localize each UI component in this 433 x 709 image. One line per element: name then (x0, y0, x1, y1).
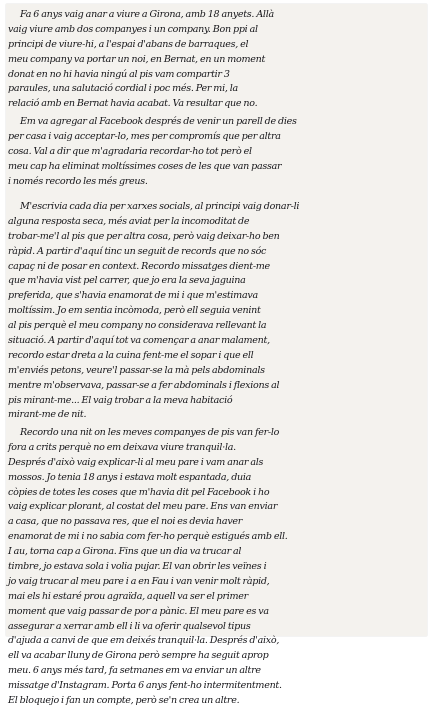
text-line: fora a crits perquè no em deixava viure tranquil·la. (8, 441, 236, 453)
paragraph-1 (6, 8, 427, 112)
text-line: moltíssim. Jo em sentia incòmoda, però ell seguia venint (8, 305, 261, 317)
text-line: mentre m'observava, passar-se a fer abdominals i flexions al (8, 379, 280, 391)
text-line: situació. A partir d'aquí tot va començar a anar malament, (8, 335, 270, 347)
text-line: timbre, jo estava sola i volia pujar. El van obrir les veïnes i (8, 561, 267, 573)
text-line: mirant-me de nit. (8, 409, 87, 421)
text-line: mossos. Jo tenia 18 anys i estava molt espantada, duia (8, 471, 252, 483)
text-line: principi de viure-hi, a l'espai d'abans de barraques, el (8, 38, 249, 50)
text-line: M'escrivia cada dia per xarxes socials, al principi vaig donar-li (20, 201, 300, 212)
text-line: meu. 6 anys més tard, fa setmanes em va enviar un altre (8, 665, 261, 677)
text-line: i només recordo les més greus. (8, 175, 148, 187)
text-line: Recordo una nit on les meves companyes de pis van fer-lo (20, 427, 280, 438)
paragraph-3 (6, 200, 427, 423)
text-line: Em va agregar al Facebook després de venir un parell de dies (20, 116, 297, 127)
text-line: al pis perquè el meu company no considerava rellevant la (8, 320, 267, 332)
text-line: meu cap ha eliminat moltíssimes coses de les que van passar (8, 160, 282, 172)
handwritten-letter-page (6, 4, 427, 707)
text-line: Fa 6 anys vaig anar a viure a Girona, amb 18 anyets. Allà (20, 9, 274, 20)
text-line: recordo estar dreta a la cuina fent-me el sopar i que ell (8, 349, 254, 361)
text-line: a casa, que no passava res, que el noi es devia haver (8, 516, 243, 528)
text-line: El bloquejo i fan un compte, però se'n crea un altre. (8, 695, 240, 707)
text-line: relació amb en Bernat havia acabat. Va resultar que no. (8, 98, 258, 110)
text-line: paraules, una salutació cordial i poc més. Per mi, la (8, 83, 238, 95)
paragraph-4 (6, 426, 427, 709)
text-line: I au, torna cap a Girona. Fins que un dia va trucar al (8, 546, 242, 558)
text-line: ràpid. A partir d'aquí tinc un seguit de records que no sóc (8, 245, 267, 257)
text-line: còpies de totes les coses que m'havia dit pel Facebook i ho (8, 486, 270, 498)
text-line: jo vaig trucar al meu pare i a en Fau i van venir molt ràpid, (8, 575, 270, 587)
text-line: d'ajuda a canvi de que em deixés tranquil·la. Després d'això, (8, 635, 280, 647)
text-line: alguna resposta seca, més aviat per la incomoditat de (8, 215, 250, 227)
text-line: assegurar a xerrar amb ell i li va oferir qualsevol tipus (8, 620, 251, 632)
text-line: trobar-me'l al pis que per altra cosa, però vaig deixar-ho ben (8, 230, 280, 242)
paragraph-2 (6, 115, 427, 189)
text-line: preferida, que s'havia enamorat de mi i que m'estimava (8, 290, 258, 302)
text-line: pis mirant-me... El vaig trobar a la meva habitació (8, 394, 233, 406)
text-line: ell va acabar lluny de Girona però sempre ha seguit aprop (8, 650, 269, 662)
text-line: que m'havia vist pel carrer, que jo era la seva jaguina (8, 275, 246, 287)
text-line: m'enviés petons, veure'l passar-se la mà pels abdominals (8, 364, 265, 376)
text-line: meu company va portar un noi, en Bernat, en un moment (8, 53, 266, 65)
text-line: per casa i vaig acceptar-lo, mes per compromís que per altra (8, 130, 281, 142)
text-line: capaç ni de posar en context. Recordo missatges dient-me (8, 260, 270, 272)
text-line: donat en no hi havia ningú al pis vam compartir 3 (8, 68, 230, 80)
text-line: vaig explicar plorant, al costat del meu pare. Ens van enviar (8, 501, 278, 513)
text-line: missatge d'Instagram. Porta 6 anys fent-ho intermitentment. (8, 680, 282, 692)
text-line: mai els hi estaré prou agraïda, aquell va ser el primer (8, 590, 248, 602)
text-line: Després d'això vaig explicar-li al meu pare i vam anar als (8, 456, 264, 468)
text-line: moment que vaig passar de por a pànic. El meu pare es va (8, 605, 269, 617)
text-line: vaig viure amb dos companyes i un company. Bon ppi al (8, 23, 258, 35)
text-line: cosa. Val a dir que m'agradaria recordar-ho tot però el (8, 145, 252, 157)
text-line: enamorat de mi i no sabia com fer-ho perquè estigués amb ell. (8, 531, 288, 543)
